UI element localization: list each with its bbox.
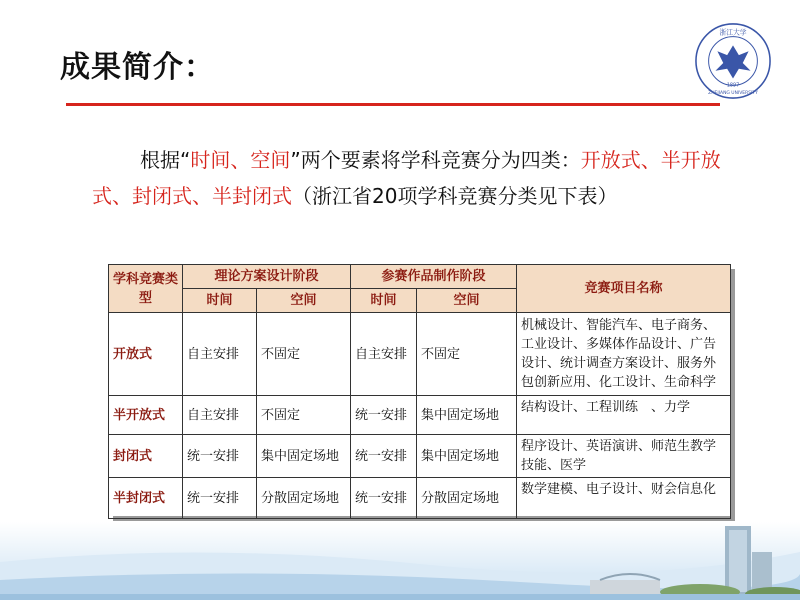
row-time-1: 统一安排 xyxy=(183,478,257,519)
header-space-1: 空间 xyxy=(257,289,351,313)
table-row xyxy=(109,435,731,478)
table-row xyxy=(109,313,731,396)
intro-paragraph xyxy=(92,142,732,214)
header-phase-production: 参赛作品制作阶段 xyxy=(351,265,517,289)
intro-highlight-time-space: 时间、空间 xyxy=(190,148,291,172)
row-space-2: 集中固定场地 xyxy=(417,396,517,435)
intro-text-2: ”两个要素将学科竞赛分为四类： xyxy=(290,148,581,172)
row-time-1: 自主安排 xyxy=(183,396,257,435)
header-type: 学科竞赛类型 xyxy=(109,265,183,313)
row-items: 机械设计、智能汽车、电子商务、工业设计、多媒体作品设计、广告设计、统计调查方案设计、服务外包创新应用、化工设计、生命科学 xyxy=(517,313,731,396)
logo-bottom-text: ZHEJIANG UNIVERSITY xyxy=(708,91,758,97)
row-type: 封闭式 xyxy=(109,435,183,478)
header-phase-design: 理论方案设计阶段 xyxy=(183,265,351,289)
row-space-2: 集中固定场地 xyxy=(417,435,517,478)
header-time-2: 时间 xyxy=(351,289,417,313)
title-underline xyxy=(66,103,720,106)
intro-highlight-categories: 开放式、半开放式、封闭式、半封闭式 xyxy=(92,148,721,208)
logo-top-text: 浙江大学 xyxy=(719,28,747,37)
row-type: 开放式 xyxy=(109,313,183,396)
competition-table-container xyxy=(108,264,730,516)
row-type: 半开放式 xyxy=(109,396,183,435)
row-items: 程序设计、英语演讲、师范生教学技能、医学 xyxy=(517,435,731,478)
row-time-2: 自主安排 xyxy=(351,313,417,396)
row-type: 半封闭式 xyxy=(109,478,183,519)
row-time-1: 统一安排 xyxy=(183,435,257,478)
row-items: 数学建模、电子设计、财会信息化 xyxy=(517,478,731,519)
row-space-2: 分散固定场地 xyxy=(417,478,517,519)
logo-year: 1897 xyxy=(726,82,740,89)
header-row-1 xyxy=(109,265,731,289)
row-space-2: 不固定 xyxy=(417,313,517,396)
header-items: 竞赛项目名称 xyxy=(517,265,731,313)
slide-title: 成果简介： xyxy=(60,50,215,85)
campus-background-image xyxy=(0,522,800,600)
row-space-1: 不固定 xyxy=(257,396,351,435)
intro-text-1: 根据“ xyxy=(140,148,191,172)
header-time-1: 时间 xyxy=(183,289,257,313)
intro-text-3: （浙江省20项学科竞赛分类见下表） xyxy=(292,184,618,208)
row-time-2: 统一安排 xyxy=(351,478,417,519)
row-time-1: 自主安排 xyxy=(183,313,257,396)
competition-table xyxy=(108,264,731,519)
table-row xyxy=(109,396,731,435)
row-time-2: 统一安排 xyxy=(351,435,417,478)
row-space-1: 分散固定场地 xyxy=(257,478,351,519)
row-items: 结构设计、工程训练 、力学 xyxy=(517,396,731,435)
table-row xyxy=(109,478,731,519)
row-space-1: 集中固定场地 xyxy=(257,435,351,478)
university-logo xyxy=(694,22,772,100)
row-space-1: 不固定 xyxy=(257,313,351,396)
header-space-2: 空间 xyxy=(417,289,517,313)
row-time-2: 统一安排 xyxy=(351,396,417,435)
